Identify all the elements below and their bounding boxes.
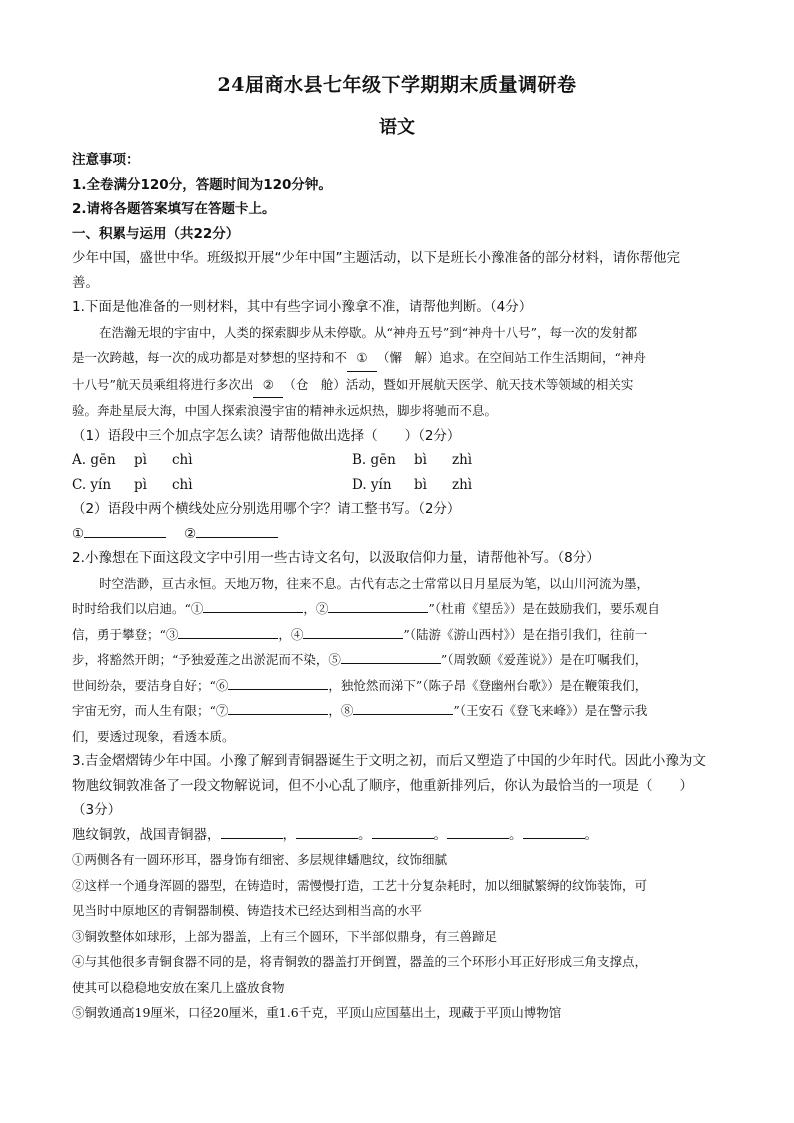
- poem-blank-3[interactable]: [178, 624, 278, 639]
- q2-passage-line: 们，要透过现象，看透本质。: [72, 728, 235, 744]
- q1-answer-row: ① ②: [72, 522, 726, 547]
- q3-stem: 3.吉金熠熠铸少年中国。小豫了解到青铜器诞生于文明之初，而后又塑造了中国的少年时代。因此小豫为文: [72, 753, 706, 769]
- q3-stem-score: （3分）: [72, 802, 122, 818]
- order-blank-2[interactable]: [296, 824, 358, 839]
- answer-blank-2[interactable]: [196, 523, 278, 538]
- q1-blank-1[interactable]: ①: [347, 345, 377, 372]
- poem-blank-7[interactable]: [228, 700, 328, 715]
- answer-blank-1[interactable]: [84, 523, 166, 538]
- notice-item-2: 2.请将各题答案填写在答题卡上。: [72, 201, 276, 217]
- q3-sentence-3: ③铜敦整体如球形，上部为器盖，上有三个圆环，下半部似鼎身，有三兽蹄足: [72, 928, 498, 944]
- q2-stem: 2.小豫想在下面这段文字中引用一些古诗文名句，以汲取信仰力量，请帮他补写。（8分）: [72, 550, 600, 566]
- q3-sentence-4: ④与其他很多青铜食器不同的是，将青铜敦的器盖打开倒置，器盖的三个环形小耳正好形成三角支撑点，: [72, 954, 648, 969]
- q1-sub2: （2）语段中两个横线处应分别选用哪个字？请工整书写。（2分）: [72, 501, 461, 517]
- q1-sub1: （1）语段中三个加点字怎么读？请帮他做出选择（ ）（2分）: [72, 427, 461, 444]
- poem-blank-6[interactable]: [228, 675, 328, 690]
- q1-passage-line: 验。奔赴星辰大海，中国人探索浪漫宇宙的精神永远炽热，脚步将驰而不息。: [72, 403, 498, 418]
- subject-title: 语文: [379, 117, 415, 138]
- q3-sentence-2-cont: 见当时中原地区的青铜器制模、铸造技术已经达到相当高的水平: [72, 903, 423, 918]
- notice-heading: 注意事项：: [72, 152, 140, 168]
- q1-options-row: [72, 473, 726, 498]
- notice-item-1: 1.全卷满分120分，答题时间为120分钟。: [72, 176, 332, 193]
- section-heading: 一、积累与运用（共22分）: [72, 225, 240, 242]
- q3-stem-cont: 物虺纹铜敦准备了一段文物解说词，但不小心乱了顺序，他重新排列后，你认为最恰当的一项是（ ）: [72, 777, 693, 794]
- q3-sentence-2: ②这样一个通身浑圆的器型，在铸造时，需慢慢打造，工艺十分复杂耗时，加以细腻繁缛的纹饰装饰，可: [72, 877, 648, 893]
- order-blank-3[interactable]: [372, 824, 434, 839]
- option-b[interactable]: B. gēn bì zhì: [352, 452, 473, 468]
- q1-options-row: [72, 448, 726, 473]
- q1-passage-line: 十八号”航天员乘组将进行多次出 ② （仓 舱）活动，暨如开展航天医学、航天技术等领域的相关实: [72, 372, 726, 399]
- q2-passage-line: 宇宙无穷，而人生有限；“⑦ ，⑧ ”（王安石《登飞来峰》）是在警示我: [72, 698, 726, 724]
- q3-order-row: 虺纹铜敦，战国青铜器， ， 。 。 。 。: [72, 823, 726, 848]
- q2-passage-line: 时空浩渺，亘古永恒。天地万物，往来不息。古代有志之士常常以日月星辰为笔，以山川河流为墨，: [99, 575, 650, 591]
- q2-passage-line: 信，勇于攀登；“③ ，④ ”（陆游《游山西村》）是在指引我们，往前一: [72, 622, 726, 648]
- q1-passage-line: 在浩瀚无垠的宇宙中，人类的探索脚步从未停歇。从“神舟五号”到“神舟十八号”，每一次的发射都: [99, 324, 638, 340]
- q1-blank-2[interactable]: ②: [253, 372, 283, 399]
- poem-blank-5[interactable]: [341, 649, 441, 664]
- exam-title: 24届商水县七年级下学期期末质量调研卷: [217, 74, 577, 96]
- section-intro-cont: 善。: [72, 274, 99, 291]
- q2-passage-line: 步，将豁然开朗；“予独爱莲之出淤泥而不染，⑤ ”（周敦颐《爱莲说》）是在叮嘱我们，: [72, 647, 726, 673]
- option-c[interactable]: C. yín pì chì: [72, 476, 193, 493]
- poem-blank-8[interactable]: [353, 700, 453, 715]
- order-blank-1[interactable]: [221, 824, 283, 839]
- poem-blank-1[interactable]: [203, 598, 303, 613]
- option-d[interactable]: D. yín bì zhì: [352, 476, 473, 493]
- q1-passage-line: 是一次跨越，每一次的成功都是对梦想的坚持和不 ① （懈 解）追求。在空间站工作生活期间，“神舟: [72, 345, 726, 372]
- option-a[interactable]: A. gēn pì chì: [72, 452, 193, 468]
- q3-sentence-1: ①两侧各有一圆环形耳，器身饰有细密、多层规律蟠虺纹，纹饰细腻: [72, 852, 448, 867]
- q1-stem: 1.下面是他准备的一则材料，其中有些字词小豫拿不准，请帮他判断。（4分）: [72, 299, 533, 315]
- exam-content: [72, 148, 726, 1026]
- q3-sentence-4-cont: 使其可以稳稳地安放在案几上盛放食物: [72, 979, 285, 995]
- poem-blank-4[interactable]: [303, 624, 403, 639]
- section-intro: 少年中国，盛世中华。班级拟开展“少年中国”主题活动，以下是班长小豫准备的部分材料，请你帮他完: [72, 250, 680, 266]
- poem-blank-2[interactable]: [328, 598, 428, 613]
- q2-passage-line: 世间纷杂，要洁身自好；“⑥ ，独怆然而涕下”（陈子昂《登幽州台歌》）是在鞭策我们，: [72, 673, 726, 699]
- q3-sentence-5: ⑤铜敦通高19厘米，口径20厘米，重1.6千克，平顶山应国墓出土，现藏于平顶山博物馆: [72, 1005, 562, 1020]
- order-blank-4[interactable]: [447, 824, 509, 839]
- order-blank-5[interactable]: [523, 824, 585, 839]
- q2-passage-line: 时时给我们以启迪。“① ，② ”（杜甫《望岳》）是在鼓励我们，要乐观自: [72, 596, 726, 622]
